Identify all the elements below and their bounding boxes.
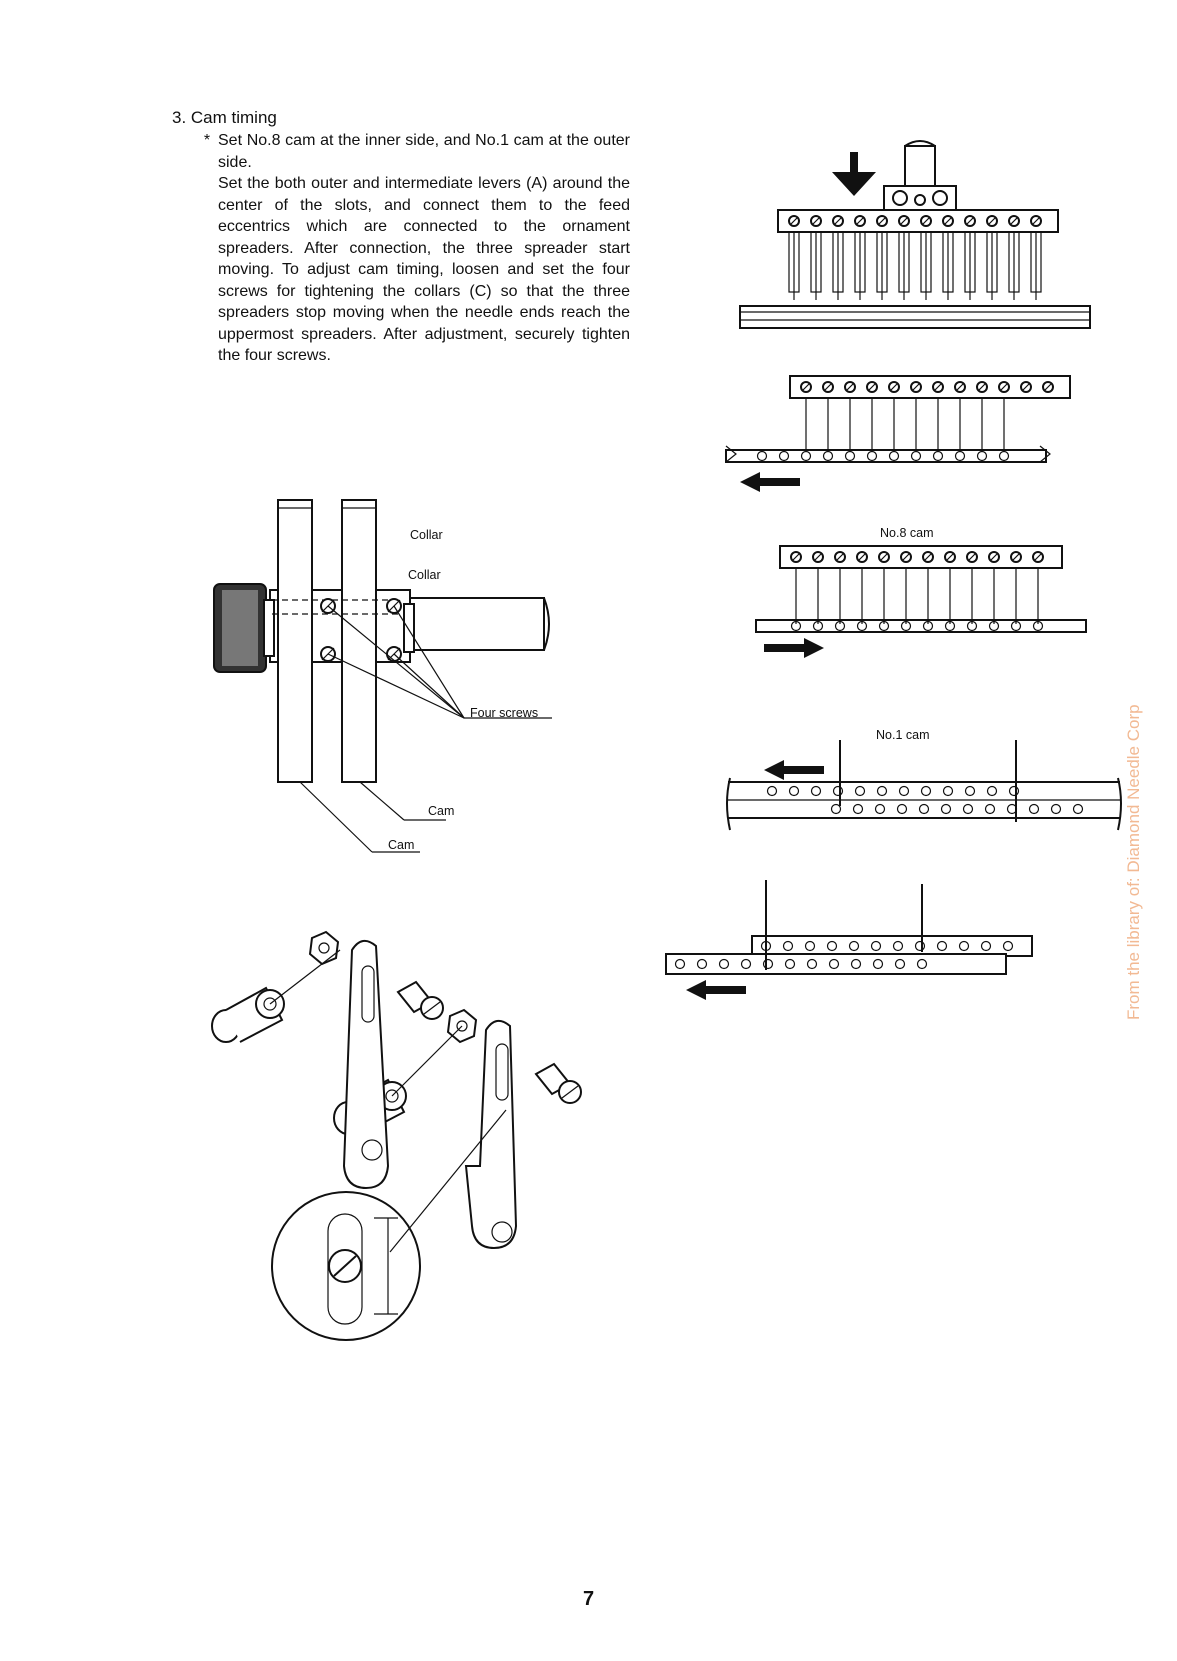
label-cam-outer: Cam (388, 838, 415, 852)
library-watermark: From the library of: Diamond Needle Corp (1124, 704, 1143, 1020)
instruction-paragraph-1: Set No.8 cam at the inner side, and No.1 cam at the outer side. (218, 132, 630, 171)
spreader-diagram-no1 (727, 740, 1121, 830)
spreader-diagram-2 (726, 376, 1070, 492)
spreader-diagram-5 (666, 880, 1032, 1000)
label-no1-cam: No.1 cam (876, 728, 930, 742)
instruction-paragraph-2: Set the both outer and intermediate levers (A) around the center of the slots, and connect them to the feed eccentrics which are connected to the ornament spreaders. After connection, the three spreader start moving. To adjust cam timing, loosen and set the four screws for tightening the collars (C) so that the three spreaders stop moving when the needle ends reach the uppermost spreaders. After adjustment, securely tighten the four screws. (218, 175, 630, 364)
page-number: 7 (582, 1588, 595, 1610)
label-collar-bottom: Collar (408, 568, 441, 582)
needle-bar-top (740, 141, 1090, 328)
label-cam-inner: Cam (428, 804, 455, 818)
section-heading: 3. Cam timing (172, 108, 277, 127)
label-no8-cam: No.8 cam (880, 526, 934, 540)
label-four-screws: Four screws (470, 706, 539, 720)
label-collar-top: Collar (410, 528, 443, 542)
bullet-marker: * (203, 132, 211, 149)
